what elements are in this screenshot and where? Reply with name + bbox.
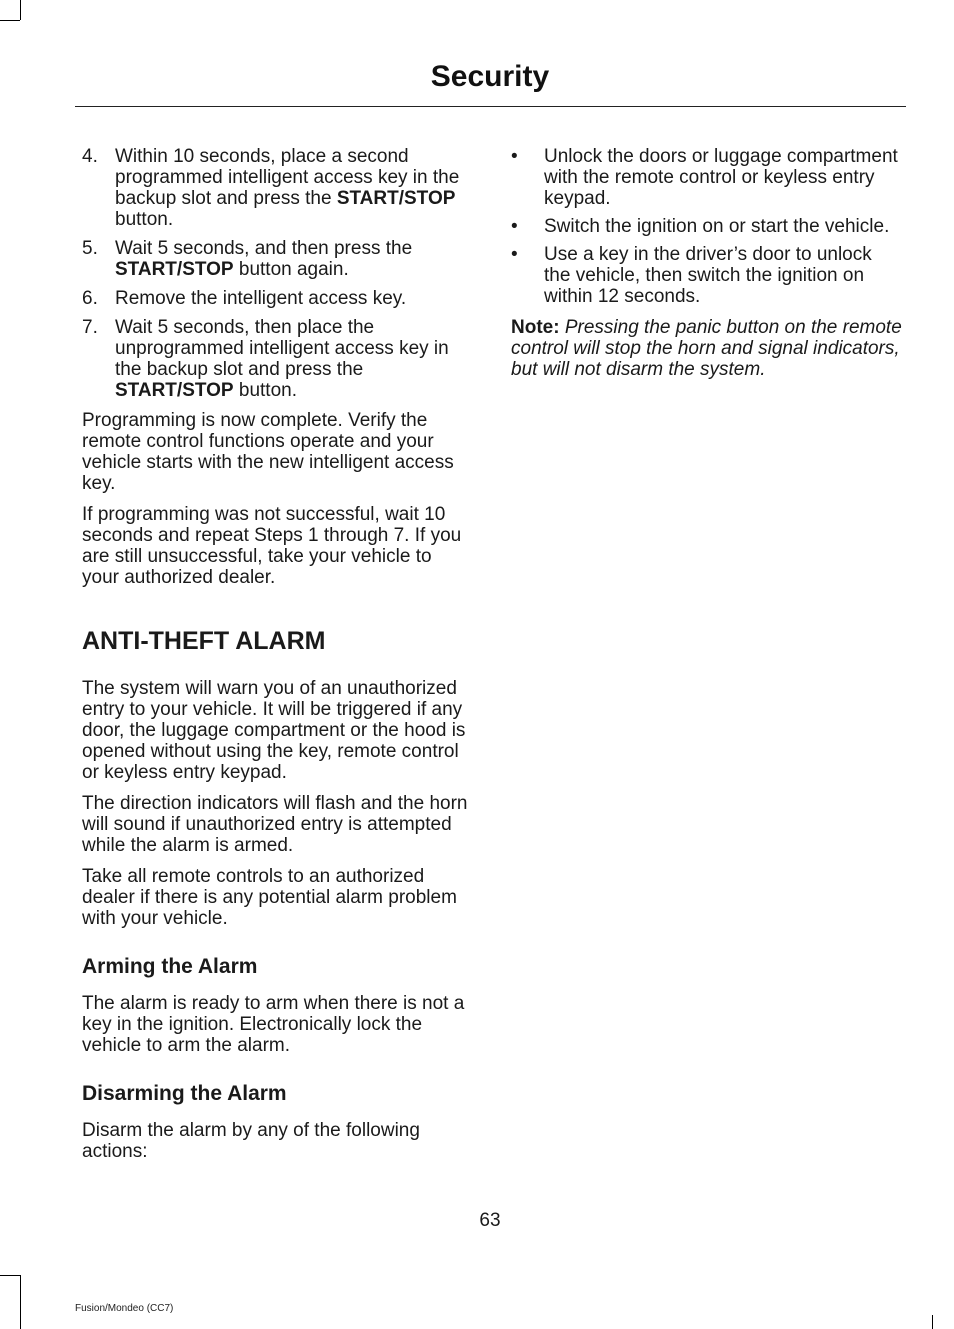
para-disarming: Disarm the alarm by any of the following actions: xyxy=(82,1120,420,1162)
bullet-icon: • xyxy=(511,244,518,265)
title-rule xyxy=(75,106,906,107)
crop-mark xyxy=(932,1315,933,1329)
step-text: Within 10 seconds, place a second programmed intelligent access key in the backup slot and press the xyxy=(115,146,460,209)
para-arming: The alarm is ready to arm when there is not a key in the ignition. Electronically lock the vehicle to arm the alarm. xyxy=(82,993,465,1056)
section-heading-anti-theft: ANTI-THEFT ALARM xyxy=(82,627,326,655)
steps-list xyxy=(82,146,472,401)
crop-mark xyxy=(20,1275,21,1329)
note xyxy=(511,317,903,380)
step-item xyxy=(82,288,472,309)
subheading-arming: Arming the Alarm xyxy=(82,955,258,978)
subheading-disarming: Disarming the Alarm xyxy=(82,1082,287,1105)
bullet-text: Switch the ignition on or start the vehicle. xyxy=(544,216,890,237)
left-column xyxy=(82,146,472,1172)
page-title: Security xyxy=(430,60,550,93)
step-text: Remove the intelligent access key. xyxy=(115,288,407,309)
bullet-icon: • xyxy=(511,146,518,167)
para-programming-complete: Programming is now complete. Verify the remote control functions operate and your vehicle starts with the new intelligent access key. xyxy=(82,410,454,494)
step-text: Wait 5 seconds, then place the unprogrammed intelligent access key in the backup slot and press the xyxy=(115,317,449,380)
step-number: 7. xyxy=(82,317,98,338)
para-indicators: The direction indicators will flash and the horn will sound if unauthorized entry is attempted while the alarm is armed. xyxy=(82,793,468,856)
crop-mark xyxy=(0,1275,20,1276)
crop-mark xyxy=(20,0,21,20)
step-bold: START/STOP xyxy=(115,259,234,280)
para-programming-unsuccessful: If programming was not successful, wait 10 seconds and repeat Steps 1 through 7. If you are still unsuccessful, take your vehicle to your authorized dealer. xyxy=(82,504,462,588)
bullet-text: Use a key in the driver’s door to unlock the vehicle, then switch the ignition on within 12 seconds. xyxy=(544,244,872,307)
step-after: button again. xyxy=(233,259,349,280)
step-item xyxy=(82,238,472,280)
footer-model: Fusion/Mondeo (CC7) xyxy=(75,1303,174,1314)
step-after: button. xyxy=(115,209,174,230)
disarm-actions-list xyxy=(511,146,903,307)
para-take-remotes: Take all remote controls to an authorized dealer if there is any potential alarm problem with your vehicle. xyxy=(82,866,457,929)
step-text: Wait 5 seconds, and then press the xyxy=(115,238,413,259)
page-number: 63 xyxy=(479,1210,501,1231)
step-bold: START/STOP xyxy=(115,380,234,401)
list-item xyxy=(511,244,903,307)
step-item xyxy=(82,317,472,401)
bullet-icon: • xyxy=(511,216,518,237)
step-number: 4. xyxy=(82,146,98,167)
step-number: 6. xyxy=(82,288,98,309)
note-text: Pressing the panic button on the remote control will stop the horn and signal indicators, but will not disarm the system. xyxy=(511,317,902,380)
step-bold: START/STOP xyxy=(336,188,456,209)
list-item xyxy=(511,146,903,209)
step-number: 5. xyxy=(82,238,98,259)
step-item xyxy=(82,146,472,230)
para-warn: The system will warn you of an unauthorized entry to your vehicle. It will be triggered if any door, the luggage compartment or the hood is opened without using the key, remote control or keyless entry keypad. xyxy=(82,678,466,783)
crop-mark xyxy=(0,20,20,21)
bullet-text: Unlock the doors or luggage compartment with the remote control or keyless entry keypad. xyxy=(544,146,898,209)
list-item xyxy=(511,216,903,237)
right-column xyxy=(511,146,903,390)
step-after: button. xyxy=(233,380,297,401)
note-label: Note: xyxy=(511,317,560,338)
